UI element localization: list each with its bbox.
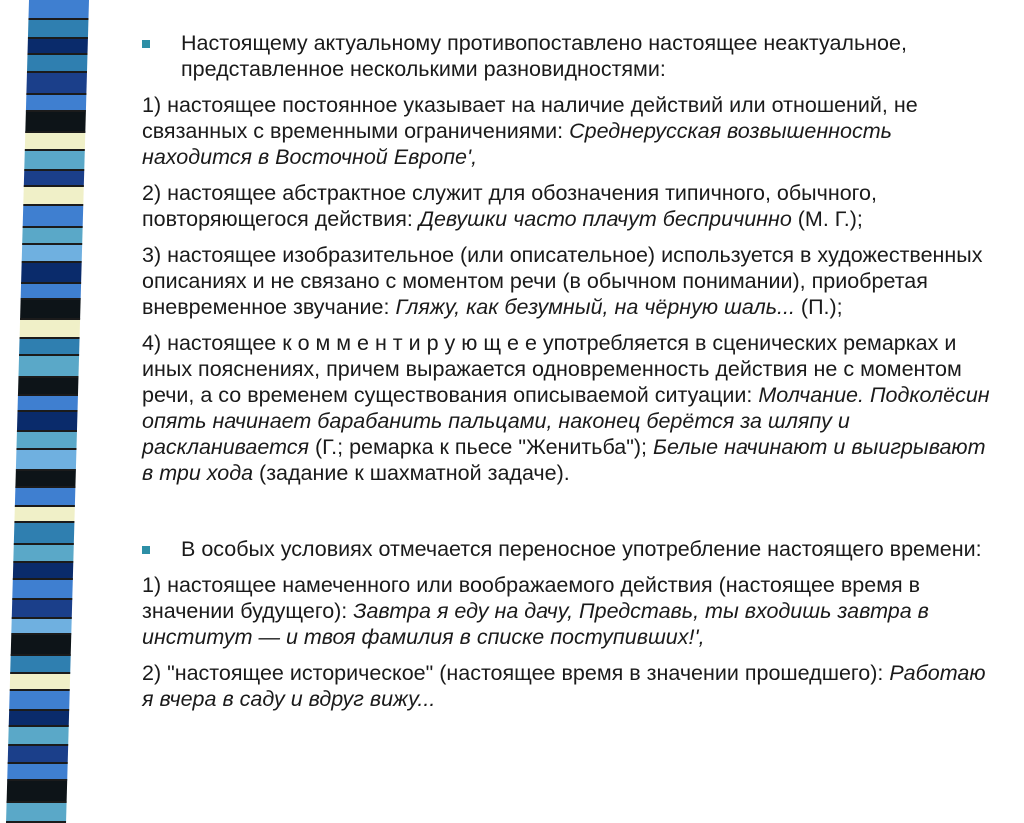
paragraph-2: 2) настоящее абстрактное служит для обозначения типичного, обычного, повторяющегося действия: Девушки часто плачут беспричинно (М. Г.); [142, 181, 877, 231]
square-bullet-icon [142, 546, 150, 554]
stripe-segment [10, 674, 70, 691]
paragraph-3: 3) настоящее изобразительное (или описательное) используется в художественных описаниях и не связано с моментом речи (в обычном понимании), приобретая вневременное звучание: Гляжу, как безумный, на чёрную шаль... (П.); [142, 243, 983, 319]
section2-intro: В особых условиях отмечается переносное употребление настоящего времени: [181, 537, 982, 561]
stripe-segment [25, 112, 86, 133]
stripe-segment [14, 507, 74, 523]
stripe-segment [12, 580, 73, 600]
stripe-segment [9, 691, 70, 711]
stripe-segment [9, 711, 69, 727]
stripe-segment [17, 412, 78, 432]
decorative-stripe [8, 0, 89, 767]
stripe-segment [8, 727, 69, 746]
stripe-segment [21, 263, 82, 284]
stripe-segment [15, 471, 75, 488]
stripe-segment [18, 378, 79, 396]
stripe-segment [14, 523, 75, 545]
stripe-segment [28, 20, 89, 39]
stripe-segment [15, 488, 76, 507]
stripe-segment [21, 284, 81, 300]
stripe-segment [23, 187, 84, 206]
slide-content [142, 30, 1002, 722]
stripe-segment [18, 356, 79, 378]
paragraph-4: 4) настоящее к о м м е н т и р у ю щ е е употребляется в сценических ремарках и иных пояснениях, причем выражается одновременность действия не с моментом речи, а со временем существования описываемой ситуации: Молчание. Подколёсин опять начинает барабанить пальцами, наконец берётся за шляпу и раскланивается (Г.; ремарка к пьесе "Женитьба"); Белые начинают и выигрывают в три хода (задание к шахматной задаче). [142, 331, 990, 485]
stripe-segment [17, 396, 77, 412]
stripe-segment [13, 563, 73, 580]
bullet-item-1 [142, 30, 1002, 82]
stripe-segment [27, 55, 88, 73]
stripe-segment [7, 781, 68, 803]
stripe-segment [23, 206, 84, 228]
stripe-segment [26, 73, 87, 95]
stripe-segment [11, 635, 72, 656]
example: Молчание. Подколёсин опять начинает барабанить пальцами, наконец берётся за шляпу и раскланивается [142, 383, 990, 459]
stripe-segment [10, 656, 71, 674]
square-bullet-icon [142, 40, 150, 48]
stripe-segment [19, 339, 79, 356]
example: Работаю я вчера в саду и вдруг вижу... [142, 661, 986, 711]
stripe-segment [20, 300, 81, 320]
stripe-segment [25, 133, 86, 151]
paragraph-5: 1) настоящее намеченного или воображаемого действия (настоящее время в значении будущего): Завтра я еду на дачу, Представь, ты входишь завтра в институт — и твоя фамилия в списке поступивших!', [142, 573, 929, 649]
stripe-segment [8, 746, 69, 764]
stripe-segment [16, 450, 77, 471]
stripe-segment [27, 39, 87, 55]
stripe-segment [22, 228, 82, 245]
example: Завтра я еду на дачу, Представь, ты входишь завтра в институт — и твоя фамилия в списке поступивших!', [142, 599, 929, 649]
stripe-segment [16, 432, 77, 450]
paragraph-1: 1) настоящее постоянное указывает на наличие действий или отношений, не связанных с временными ограничениями: Среднерусская возвышенность находится в Восточной Европе', [142, 93, 918, 169]
stripe-segment [12, 600, 73, 619]
paragraph-6: 2) "настоящее историческое" (настоящее время в значении прошедшего): Работаю я вчера в саду и вдруг вижу... [142, 661, 986, 711]
stripe-segment [24, 171, 84, 187]
stripe-segment [13, 545, 74, 563]
example: Гляжу, как безумный, на чёрную шаль... [395, 295, 795, 319]
stripe-segment [24, 151, 85, 171]
stripe-segment [26, 95, 86, 112]
example: Среднерусская возвышенность находится в Восточной Европе', [142, 119, 892, 169]
spacer [142, 496, 1002, 536]
stripe-segment [11, 619, 71, 635]
stripe-segment [6, 803, 67, 823]
section1-intro: Настоящему актуальному противопоставлено настоящее неактуальное, представленное несколькими разновидностями: [181, 31, 907, 81]
stripe-segment [28, 0, 89, 20]
stripe-segment [20, 320, 81, 339]
bullet-item-2 [142, 536, 1002, 562]
example: Девушки часто плачут беспричинно [418, 207, 792, 231]
stripe-segment [22, 245, 83, 263]
example: Белые начинают и выигрывают в три хода [142, 435, 986, 485]
